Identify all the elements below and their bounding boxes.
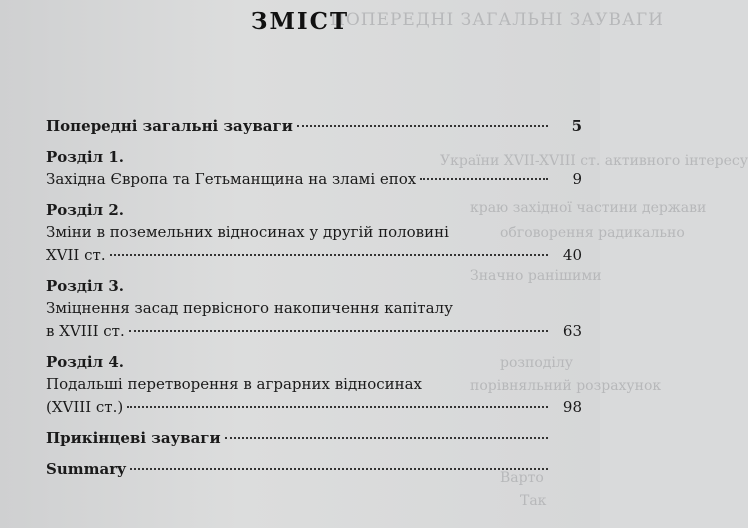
toc-entry-chapter-3[interactable] [46,275,582,343]
toc-entry-intro[interactable] [46,115,582,138]
bleed-through-text: Так [520,493,547,509]
chapter-title-line: XVII ст. [46,246,106,264]
toc-entry-chapter-4[interactable] [46,351,582,419]
dot-leader [129,330,548,332]
bleed-through-text: обговорення радикально [500,225,685,241]
chapter-heading: Розділ 3. [46,277,125,295]
bleed-through-text: України XVII-XVIII ст. активного інтересу [440,153,748,169]
toc-entry-conclusion[interactable] [46,427,582,450]
chapter-title-line: Подальші перетворення в аграрних відносинах [46,375,423,393]
chapter-title-line: Зміни в поземельних відносинах у другій половині [46,223,449,241]
toc-page-number: 98 [562,398,582,416]
bleed-through-text: Варто [500,470,544,486]
toc-entry-label: Summary [46,460,126,478]
bleed-through-text: порівняльний розрахунок [470,378,662,394]
page-title: ЗМІСТ [250,8,350,35]
toc-page-number: 5 [571,117,582,135]
dot-leader [127,406,548,408]
toc-page-number: 9 [572,170,582,188]
toc-page-number: 63 [562,322,582,340]
chapter-title-line: Зміцнення засад первісного накопичення капіталу [46,299,453,317]
toc-entry-label: Попередні загальні зауваги [46,117,293,135]
dot-leader [420,178,548,180]
toc-entry-label: Прикінцеві зауваги [46,429,221,447]
bleed-through-text: Значно ранішими [470,268,602,284]
bleed-through-text: розподілу [500,355,574,371]
bleed-through-text: краю західної частини держави [470,200,707,216]
dot-leader [110,254,548,256]
dot-leader [297,125,548,127]
dot-leader [130,468,548,470]
toc-page-number: 40 [562,246,582,264]
chapter-heading: Розділ 4. [46,353,125,371]
chapter-heading: Розділ 1. [46,148,125,166]
dot-leader [225,437,548,439]
toc-entry-summary[interactable] [46,458,582,481]
toc-entry-chapter-2[interactable] [46,199,582,267]
chapter-title-line: Західна Європа та Гетьманщина на зламі епох [46,170,417,188]
chapter-title-line: (XVIII ст.) [46,398,124,416]
chapter-heading: Розділ 2. [46,201,125,219]
bleed-through-text: ПОПЕРЕДНІ ЗАГАЛЬНІ ЗАУВАГИ [330,10,664,30]
table-of-contents [46,115,582,481]
toc-entry-chapter-1[interactable] [46,146,582,191]
chapter-title-line: в XVIII ст. [46,322,125,340]
